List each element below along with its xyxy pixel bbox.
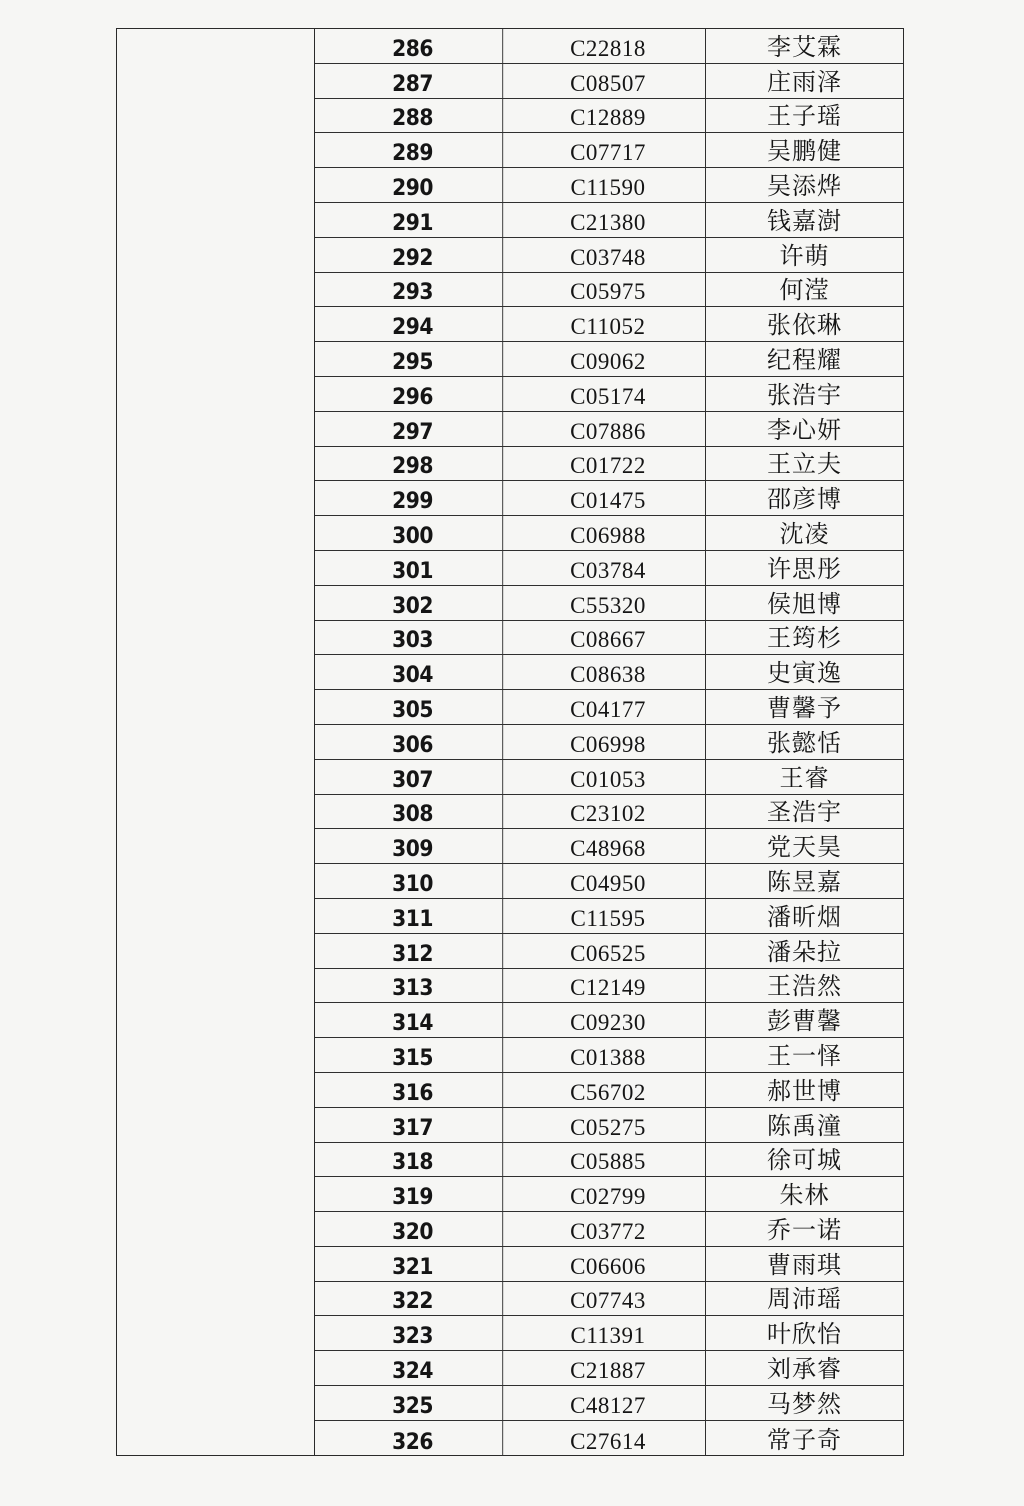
student-name: 周沛瑶	[767, 1285, 842, 1314]
row-number: 320	[323, 1212, 503, 1246]
row-number: 316	[323, 1073, 503, 1107]
student-name: 王一怿	[767, 1041, 842, 1070]
table-row	[315, 377, 903, 412]
row-number: 319	[323, 1177, 503, 1211]
table-row	[315, 203, 903, 238]
row-number: 297	[323, 412, 503, 446]
student-id: C11590	[511, 168, 706, 202]
table-row	[315, 1351, 903, 1386]
student-name: 乔一诺	[767, 1215, 842, 1244]
table-row	[315, 551, 903, 586]
row-number: 294	[323, 307, 503, 341]
student-name: 王子瑶	[767, 102, 842, 131]
table-row	[315, 481, 903, 516]
table-row	[315, 1038, 903, 1073]
row-number: 324	[323, 1351, 503, 1385]
row-number: 298	[323, 447, 503, 481]
student-id: C01388	[511, 1038, 706, 1072]
student-name: 许思彤	[767, 554, 842, 583]
table-row	[315, 899, 903, 934]
table-row	[315, 238, 903, 273]
table-row	[315, 934, 903, 969]
student-name: 侯旭博	[767, 589, 842, 618]
student-id: C05885	[511, 1143, 706, 1177]
student-id: C56702	[511, 1073, 706, 1107]
student-id: C11595	[511, 899, 706, 933]
table-row	[315, 1282, 903, 1317]
student-name: 党天昊	[767, 833, 842, 862]
student-id: C08638	[511, 655, 706, 689]
student-id: C11052	[511, 307, 706, 341]
table-row	[315, 1108, 903, 1143]
student-id: C06606	[511, 1247, 706, 1281]
student-id: C01053	[511, 760, 706, 794]
table-row	[315, 690, 903, 725]
table-row	[315, 1177, 903, 1212]
student-name: 刘承睿	[767, 1355, 842, 1384]
student-id: C48127	[511, 1386, 706, 1420]
student-id: C08507	[511, 64, 706, 98]
table-row	[315, 1143, 903, 1178]
row-number: 293	[323, 273, 503, 307]
student-name: 潘昕烟	[767, 902, 842, 931]
row-number: 300	[323, 516, 503, 550]
row-number: 309	[323, 829, 503, 863]
table-row	[315, 1421, 903, 1456]
row-number: 317	[323, 1108, 503, 1142]
student-id: C55320	[511, 586, 706, 620]
row-number: 296	[323, 377, 503, 411]
student-id: C48968	[511, 829, 706, 863]
student-name: 史寅逸	[767, 659, 842, 688]
row-number: 308	[323, 795, 503, 829]
student-id: C05975	[511, 273, 706, 307]
student-name: 许萌	[779, 241, 830, 270]
student-name: 马梦然	[767, 1389, 842, 1418]
table-row	[315, 1386, 903, 1421]
student-id: C23102	[511, 795, 706, 829]
table-row	[315, 133, 903, 168]
row-number: 292	[323, 238, 503, 272]
student-name: 彭曹馨	[767, 1007, 842, 1036]
student-id: C21380	[511, 203, 706, 237]
student-id: C05275	[511, 1108, 706, 1142]
student-id: C06998	[511, 725, 706, 759]
table-body	[315, 29, 903, 1455]
table-row	[315, 760, 903, 795]
student-name: 张依琳	[767, 311, 842, 340]
student-name: 吴鹏健	[767, 137, 842, 166]
student-id: C05174	[511, 377, 706, 411]
student-name: 何滢	[779, 276, 830, 305]
student-name: 潘朵拉	[767, 937, 842, 966]
student-id: C12889	[511, 99, 706, 133]
student-id: C07886	[511, 412, 706, 446]
row-number: 290	[323, 168, 503, 202]
row-number: 311	[323, 899, 503, 933]
row-number: 305	[323, 690, 503, 724]
student-id: C11391	[511, 1316, 706, 1350]
student-id: C06988	[511, 516, 706, 550]
row-number: 303	[323, 621, 503, 655]
row-number: 306	[323, 725, 503, 759]
row-number: 313	[323, 969, 503, 1003]
table-row	[315, 516, 903, 551]
row-number: 295	[323, 342, 503, 376]
student-name: 张懿恬	[767, 728, 842, 757]
student-id: C03772	[511, 1212, 706, 1246]
student-id: C09230	[511, 1003, 706, 1037]
student-name: 张浩宇	[767, 380, 842, 409]
row-number: 288	[323, 99, 503, 133]
student-id: C27614	[511, 1421, 706, 1456]
row-number: 287	[323, 64, 503, 98]
student-id: C02799	[511, 1177, 706, 1211]
student-id: C07717	[511, 133, 706, 167]
table-row	[315, 655, 903, 690]
student-id: C04950	[511, 864, 706, 898]
row-number: 323	[323, 1316, 503, 1350]
student-name: 朱林	[779, 1181, 830, 1210]
student-name: 李心妍	[767, 415, 842, 444]
row-number: 326	[323, 1421, 503, 1456]
student-name: 叶欣怡	[767, 1320, 842, 1349]
student-id: C03784	[511, 551, 706, 585]
student-name: 吴添烨	[767, 171, 842, 200]
student-name: 纪程耀	[767, 345, 842, 374]
row-number: 321	[323, 1247, 503, 1281]
student-name: 陈禹潼	[767, 1111, 842, 1140]
row-number: 307	[323, 760, 503, 794]
student-id: C07743	[511, 1282, 706, 1316]
table-row	[315, 1247, 903, 1282]
table-row	[315, 273, 903, 308]
student-name: 王筠杉	[767, 624, 842, 653]
table-row	[315, 447, 903, 482]
table-row	[315, 1073, 903, 1108]
roster-table	[116, 28, 904, 1456]
table-row	[315, 1003, 903, 1038]
student-id: C06525	[511, 934, 706, 968]
table-row	[315, 725, 903, 760]
student-name: 邵彦博	[767, 485, 842, 514]
student-name: 徐可城	[767, 1146, 842, 1175]
table-row	[315, 864, 903, 899]
student-name: 王浩然	[767, 972, 842, 1001]
row-number: 304	[323, 655, 503, 689]
row-number: 310	[323, 864, 503, 898]
student-id: C01475	[511, 481, 706, 515]
student-id: C12149	[511, 969, 706, 1003]
row-number: 291	[323, 203, 503, 237]
student-name: 李艾霖	[767, 32, 842, 61]
student-id: C03748	[511, 238, 706, 272]
student-id: C01722	[511, 447, 706, 481]
student-name: 王睿	[779, 763, 830, 792]
table-row	[315, 829, 903, 864]
row-number: 299	[323, 481, 503, 515]
table-row	[315, 1316, 903, 1351]
student-name: 圣浩宇	[767, 798, 842, 827]
row-number: 325	[323, 1386, 503, 1420]
row-number: 289	[323, 133, 503, 167]
student-name: 钱嘉澍	[767, 206, 842, 235]
student-name: 曹雨琪	[767, 1250, 842, 1279]
student-id: C08667	[511, 621, 706, 655]
table-row	[315, 64, 903, 99]
table-row	[315, 342, 903, 377]
table-row	[315, 969, 903, 1004]
student-name: 陈昱嘉	[767, 867, 842, 896]
table-row	[315, 795, 903, 830]
row-number: 314	[323, 1003, 503, 1037]
student-name: 沈凌	[779, 519, 830, 548]
table-row	[315, 99, 903, 134]
student-name: 曹馨予	[767, 693, 842, 722]
row-number: 302	[323, 586, 503, 620]
student-name: 庄雨泽	[767, 67, 842, 96]
table-row	[315, 307, 903, 342]
merged-blank-column	[117, 29, 315, 1455]
table-row	[315, 586, 903, 621]
table-row	[315, 412, 903, 447]
student-name: 常子奇	[767, 1425, 842, 1454]
row-number: 312	[323, 934, 503, 968]
student-name: 王立夫	[767, 450, 842, 479]
table-row	[315, 1212, 903, 1247]
table-row	[315, 29, 903, 64]
student-id: C04177	[511, 690, 706, 724]
row-number: 286	[323, 29, 503, 63]
student-id: C21887	[511, 1351, 706, 1385]
student-id: C09062	[511, 342, 706, 376]
row-number: 315	[323, 1038, 503, 1072]
table-row	[315, 168, 903, 203]
table-row	[315, 621, 903, 656]
row-number: 301	[323, 551, 503, 585]
student-name: 郝世博	[767, 1076, 842, 1105]
row-number: 318	[323, 1143, 503, 1177]
row-number: 322	[323, 1282, 503, 1316]
student-id: C22818	[511, 29, 706, 63]
